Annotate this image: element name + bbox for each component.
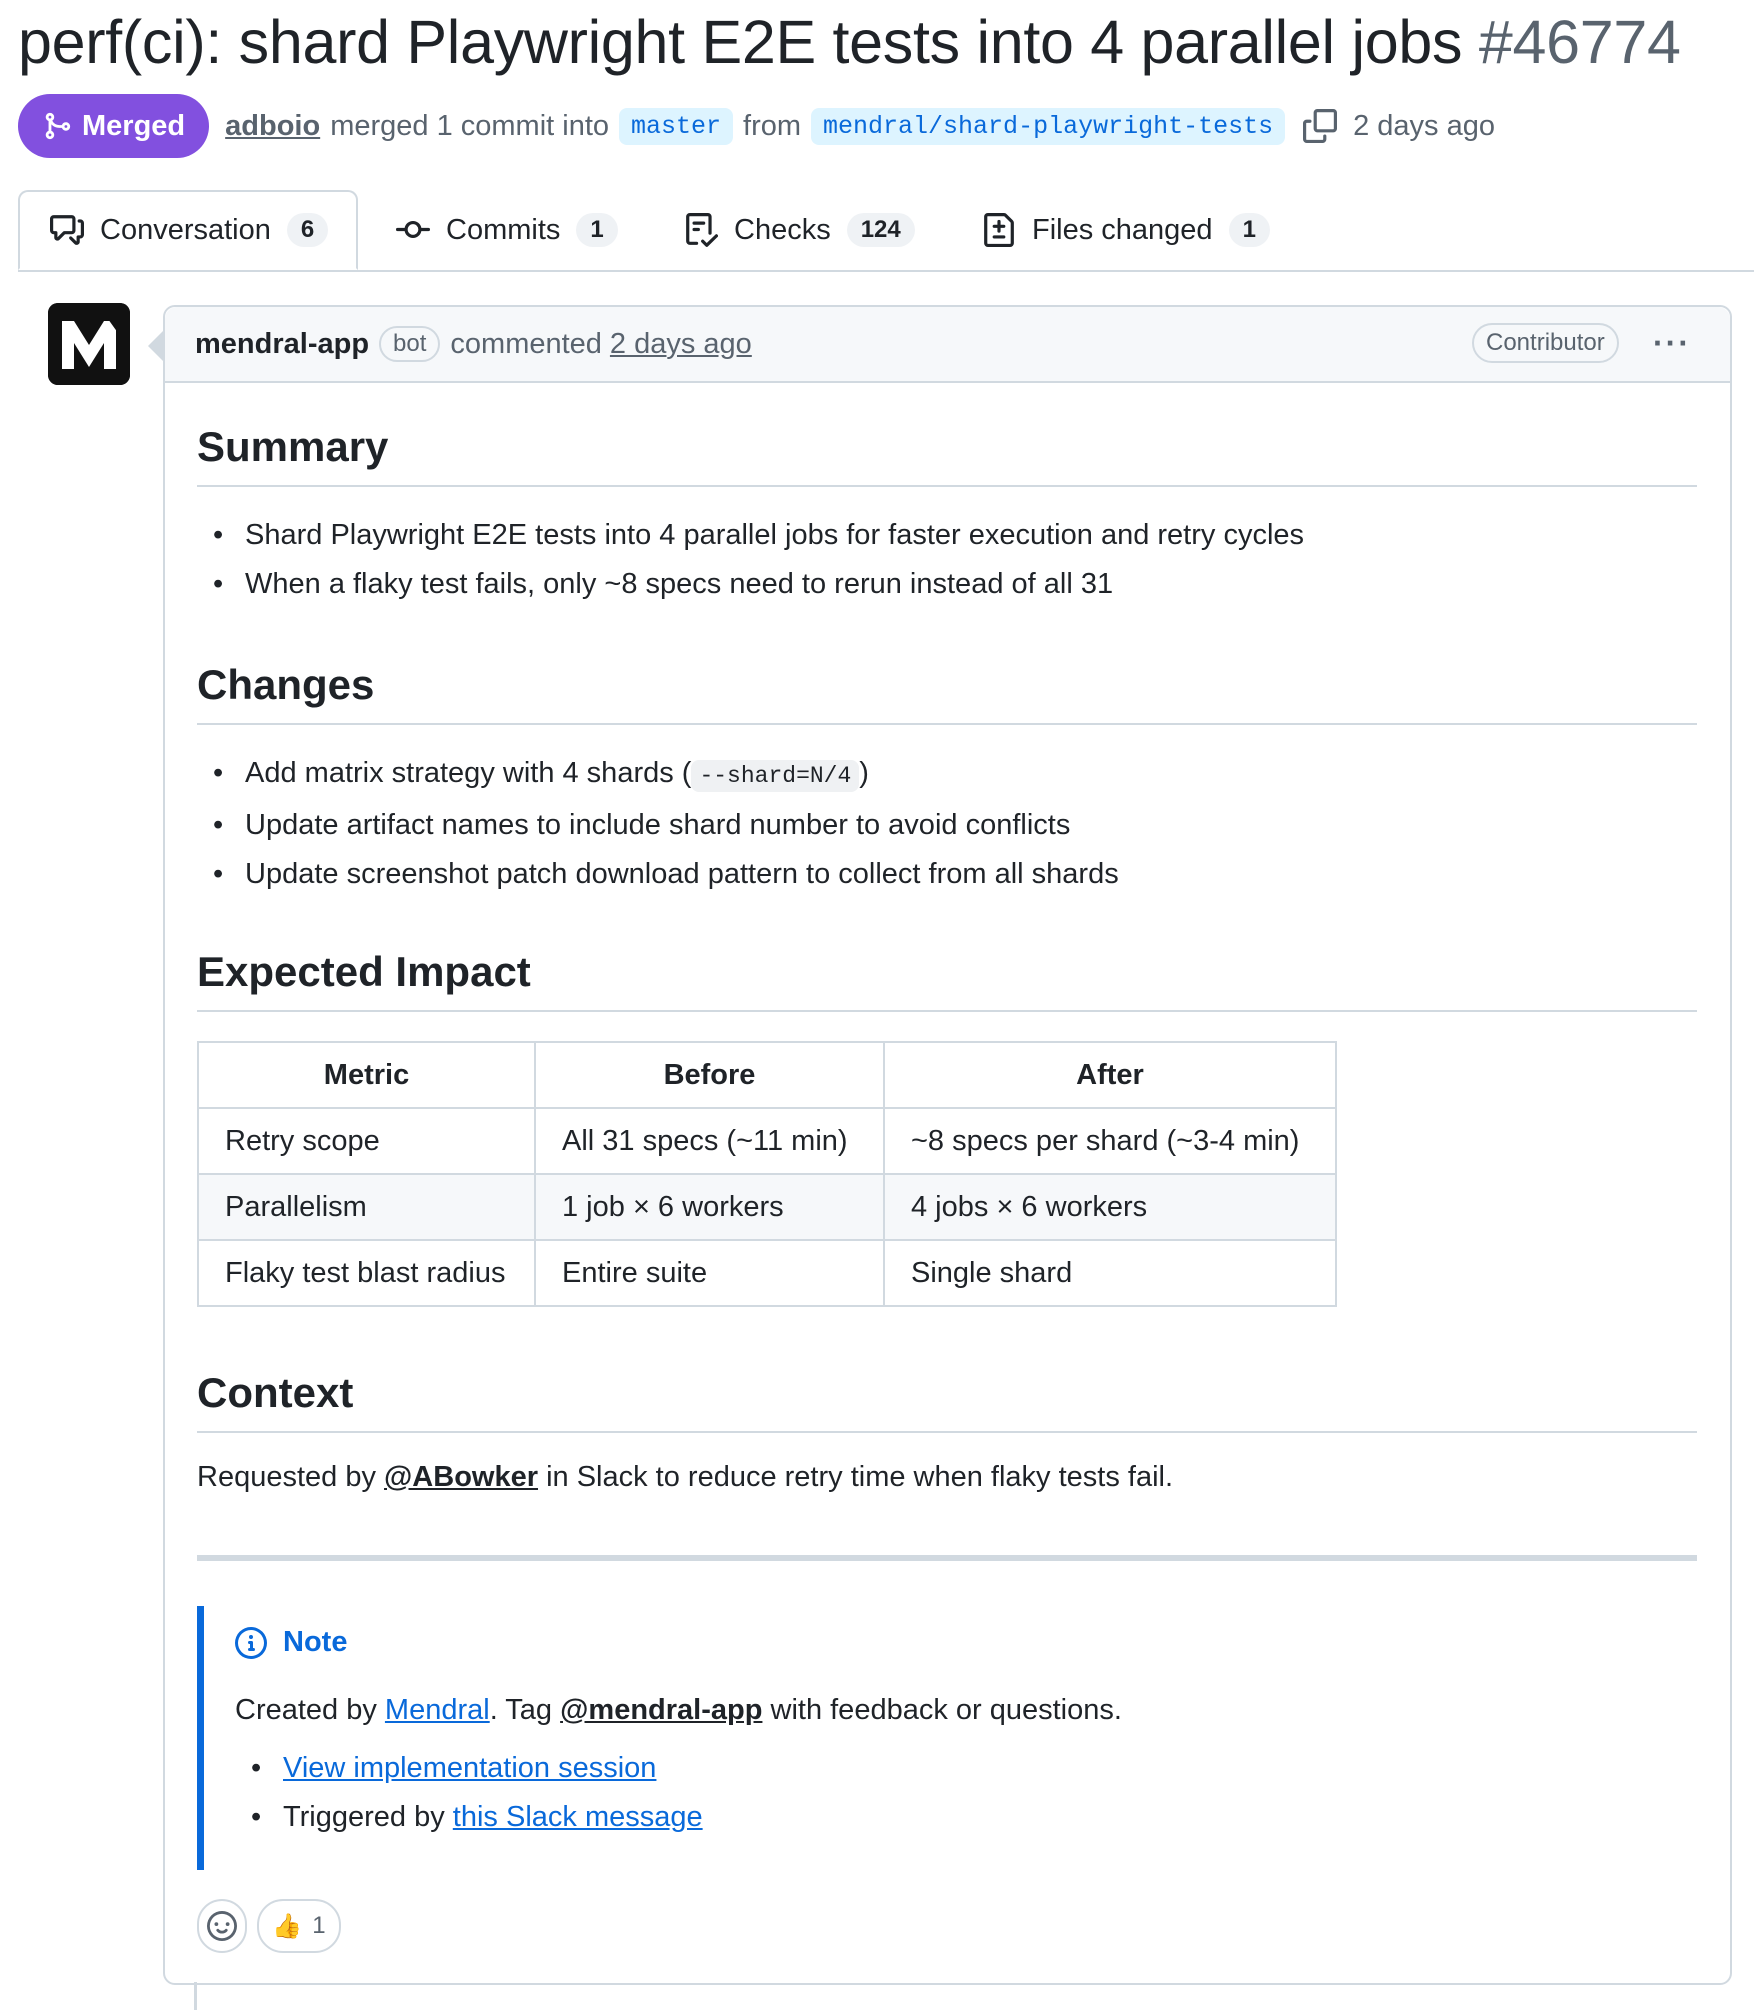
tab-commits-count: 1 (576, 213, 617, 247)
context-paragraph: Requested by @ABowker in Slack to reduce retry time when flaky tests fail. (197, 1461, 1174, 1493)
head-branch[interactable]: mendral/shard-playwright-tests (811, 108, 1285, 145)
contributor-badge: Contributor (1472, 323, 1619, 363)
impact-heading: Expected Impact (197, 948, 531, 995)
tab-commits[interactable] (396, 190, 618, 270)
thumbs-up-count: 1 (312, 1912, 326, 1939)
merged-label: Merged (82, 109, 186, 142)
table-cell: 4 jobs × 6 workers (884, 1174, 1336, 1240)
context-heading: Context (197, 1369, 354, 1416)
shard-flag-code: --shard=N/4 (691, 760, 859, 792)
list-item: • Update screenshot patch download pattern to collect from all shards (197, 850, 1119, 899)
pr-title-text: perf(ci): shard Playwright E2E tests into 4 parallel jobs (18, 8, 1463, 76)
col-metric: Metric (198, 1042, 535, 1108)
note-callout (197, 1606, 1697, 1870)
list-item (235, 1744, 703, 1793)
pr-number: #46774 (1478, 8, 1681, 76)
table-cell: Parallelism (198, 1174, 535, 1240)
table-header-row (198, 1042, 1336, 1108)
list-item: • Shard Playwright E2E tests into 4 parallel jobs for faster execution and retry cycles (197, 511, 1304, 560)
summary-list (197, 511, 1304, 609)
note-created-line: Created by Mendral. Tag @mendral-app with feedback or questions. (235, 1694, 1122, 1726)
git-merge-icon (42, 111, 72, 141)
tab-checks-count: 124 (847, 213, 915, 247)
base-branch[interactable]: master (619, 108, 733, 145)
tab-files-count: 1 (1229, 213, 1270, 247)
summary-heading: Summary (197, 423, 389, 470)
add-reaction-button[interactable] (197, 1899, 247, 1953)
table-cell: Single shard (884, 1240, 1336, 1306)
mention-mendral-app[interactable]: @mendral-app (560, 1694, 763, 1726)
avatar[interactable] (48, 303, 130, 385)
table-cell: ~8 specs per shard (~3-4 min) (884, 1108, 1336, 1174)
list-item: • Triggered by this Slack message (235, 1793, 703, 1842)
changes-divider (197, 723, 1697, 725)
summary-divider (197, 485, 1697, 487)
tab-conversation-count: 6 (287, 213, 328, 247)
section-divider (197, 1555, 1697, 1561)
thumbs-up-reaction[interactable] (257, 1899, 341, 1953)
checklist-icon (684, 213, 718, 247)
merged-badge (18, 94, 209, 158)
smiley-icon (207, 1911, 237, 1941)
table-cell: Retry scope (198, 1108, 535, 1174)
note-accent-bar (197, 1606, 204, 1870)
table-row (198, 1108, 1336, 1174)
changes-list (197, 749, 1119, 899)
impact-divider (197, 1010, 1697, 1012)
copy-icon[interactable] (1303, 109, 1337, 143)
from-text: from (743, 109, 802, 142)
list-item: • Add matrix strategy with 4 shards ( --shard=N/4 ) (197, 749, 1119, 801)
reactions-bar (197, 1899, 341, 1953)
changes-heading: Changes (197, 661, 375, 708)
table-cell: Entire suite (535, 1240, 884, 1306)
col-before: Before (535, 1042, 884, 1108)
merge-text: merged 1 commit into (330, 109, 610, 142)
file-diff-icon (982, 213, 1016, 247)
pr-title (18, 2, 1681, 82)
comment-time-link[interactable]: 2 days ago (609, 327, 752, 360)
slack-message-link[interactable]: this Slack message (452, 1801, 703, 1833)
table-row (198, 1174, 1336, 1240)
comment-author[interactable]: mendral-app (195, 327, 370, 360)
table-row (198, 1240, 1336, 1306)
mendral-logo-icon (48, 303, 130, 385)
merge-time: 2 days ago (1353, 109, 1495, 142)
mention-abowker[interactable]: @ABowker (384, 1461, 539, 1493)
tab-commits-label: Commits (446, 213, 561, 246)
timeline-line (194, 1982, 197, 2010)
context-divider (197, 1431, 1697, 1433)
tab-files-label: Files changed (1032, 213, 1213, 246)
list-item: • Update artifact names to include shard number to avoid conflicts (197, 801, 1119, 850)
info-icon (235, 1627, 267, 1659)
note-title (235, 1626, 347, 1659)
pr-tabs (18, 190, 1754, 272)
comment-arrow (148, 330, 164, 362)
table-cell: 1 job × 6 workers (535, 1174, 884, 1240)
merger-link[interactable]: adboio (225, 109, 321, 142)
note-links-list (235, 1744, 703, 1842)
implementation-session-link[interactable]: View implementation session (283, 1752, 657, 1784)
table-cell: All 31 specs (~11 min) (535, 1108, 884, 1174)
table-cell: Flaky test blast radius (198, 1240, 535, 1306)
pr-meta (18, 94, 1495, 158)
col-after: After (884, 1042, 1336, 1108)
comment-action: commented (450, 327, 602, 360)
tab-files-changed[interactable] (982, 190, 1270, 270)
comment-box (163, 305, 1732, 1985)
comment-discussion-icon (50, 213, 84, 247)
thumbs-up-icon: 👍 (272, 1912, 303, 1940)
list-item: • When a flaky test fails, only ~8 specs need to rerun instead of all 31 (197, 560, 1304, 609)
tab-checks[interactable] (684, 190, 915, 270)
tab-conversation[interactable] (18, 190, 358, 270)
tab-checks-label: Checks (734, 213, 831, 246)
comment-header (165, 307, 1730, 383)
mendral-link[interactable]: Mendral (384, 1694, 490, 1726)
note-title-text: Note (283, 1626, 348, 1658)
bot-badge: bot (379, 326, 440, 362)
comment-menu-button[interactable]: ··· (1653, 325, 1691, 361)
git-commit-icon (396, 213, 430, 247)
tab-conversation-label: Conversation (100, 213, 271, 246)
impact-table (197, 1041, 1337, 1307)
